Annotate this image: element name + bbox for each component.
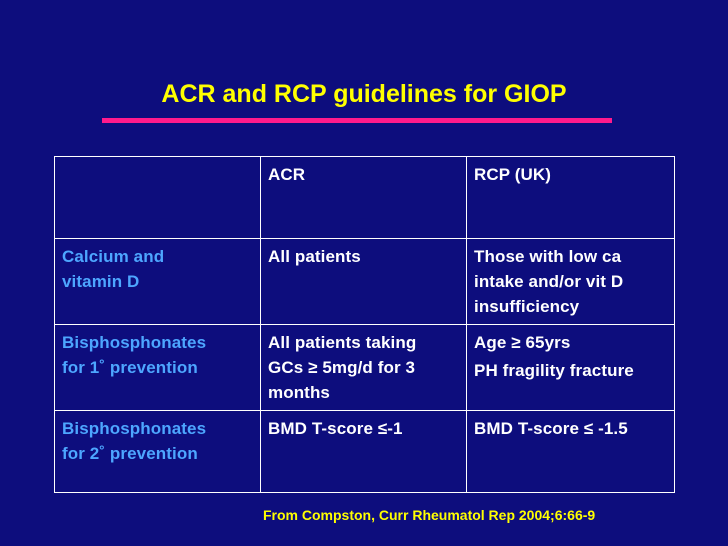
- header-cell-empty: [55, 157, 261, 239]
- row-label-line: for 2˚ prevention: [62, 444, 198, 463]
- rcp-cell-line: Age ≥ 65yrs: [474, 333, 571, 352]
- slide-title: ACR and RCP guidelines for GIOP: [161, 80, 567, 108]
- row-label-secondary-prevention: [55, 411, 261, 493]
- row-label-line: Calcium and: [62, 247, 165, 266]
- header-cell-acr: ACR: [261, 157, 467, 239]
- acr-cell-line: BMD T-score ≤-1: [268, 419, 403, 438]
- row-label-line: Bisphosphonates: [62, 333, 207, 352]
- acr-cell-calcium-vitamin-d: [261, 239, 467, 325]
- rcp-cell-line: intake and/or vit D: [474, 272, 624, 291]
- rcp-cell-line: insufficiency: [474, 297, 580, 316]
- rcp-cell-secondary-prevention: [467, 411, 675, 493]
- rcp-cell-primary-prevention: [467, 325, 675, 411]
- title-underline: [102, 118, 612, 123]
- table-header-row: [55, 157, 675, 239]
- row-label-line: vitamin D: [62, 272, 140, 291]
- acr-cell-primary-prevention: [261, 325, 467, 411]
- acr-cell-line: All patients: [268, 247, 361, 266]
- row-label-calcium-vitamin-d: [55, 239, 261, 325]
- citation-footer: From Compston, Curr Rheumatol Rep 2004;6:66-9: [263, 507, 596, 523]
- header-cell-rcp: RCP (UK): [467, 157, 675, 239]
- acr-cell-line: All patients taking: [268, 333, 417, 352]
- rcp-cell-line: PH fragility fracture: [474, 361, 634, 380]
- row-label-line: for 1˚ prevention: [62, 358, 198, 377]
- row-label-primary-prevention: [55, 325, 261, 411]
- table-row-primary-prevention: [55, 325, 675, 411]
- rcp-cell-calcium-vitamin-d: [467, 239, 675, 325]
- rcp-cell-line: Those with low ca: [474, 247, 622, 266]
- table-row-secondary-prevention: [55, 411, 675, 493]
- acr-cell-secondary-prevention: [261, 411, 467, 493]
- rcp-cell-line: BMD T-score ≤ -1.5: [474, 419, 628, 438]
- guidelines-table: [54, 156, 675, 493]
- acr-cell-line: months: [268, 383, 330, 402]
- table-row-calcium-vitamin-d: [55, 239, 675, 325]
- row-label-line: Bisphosphonates: [62, 419, 207, 438]
- acr-cell-line: GCs ≥ 5mg/d for 3: [268, 358, 416, 377]
